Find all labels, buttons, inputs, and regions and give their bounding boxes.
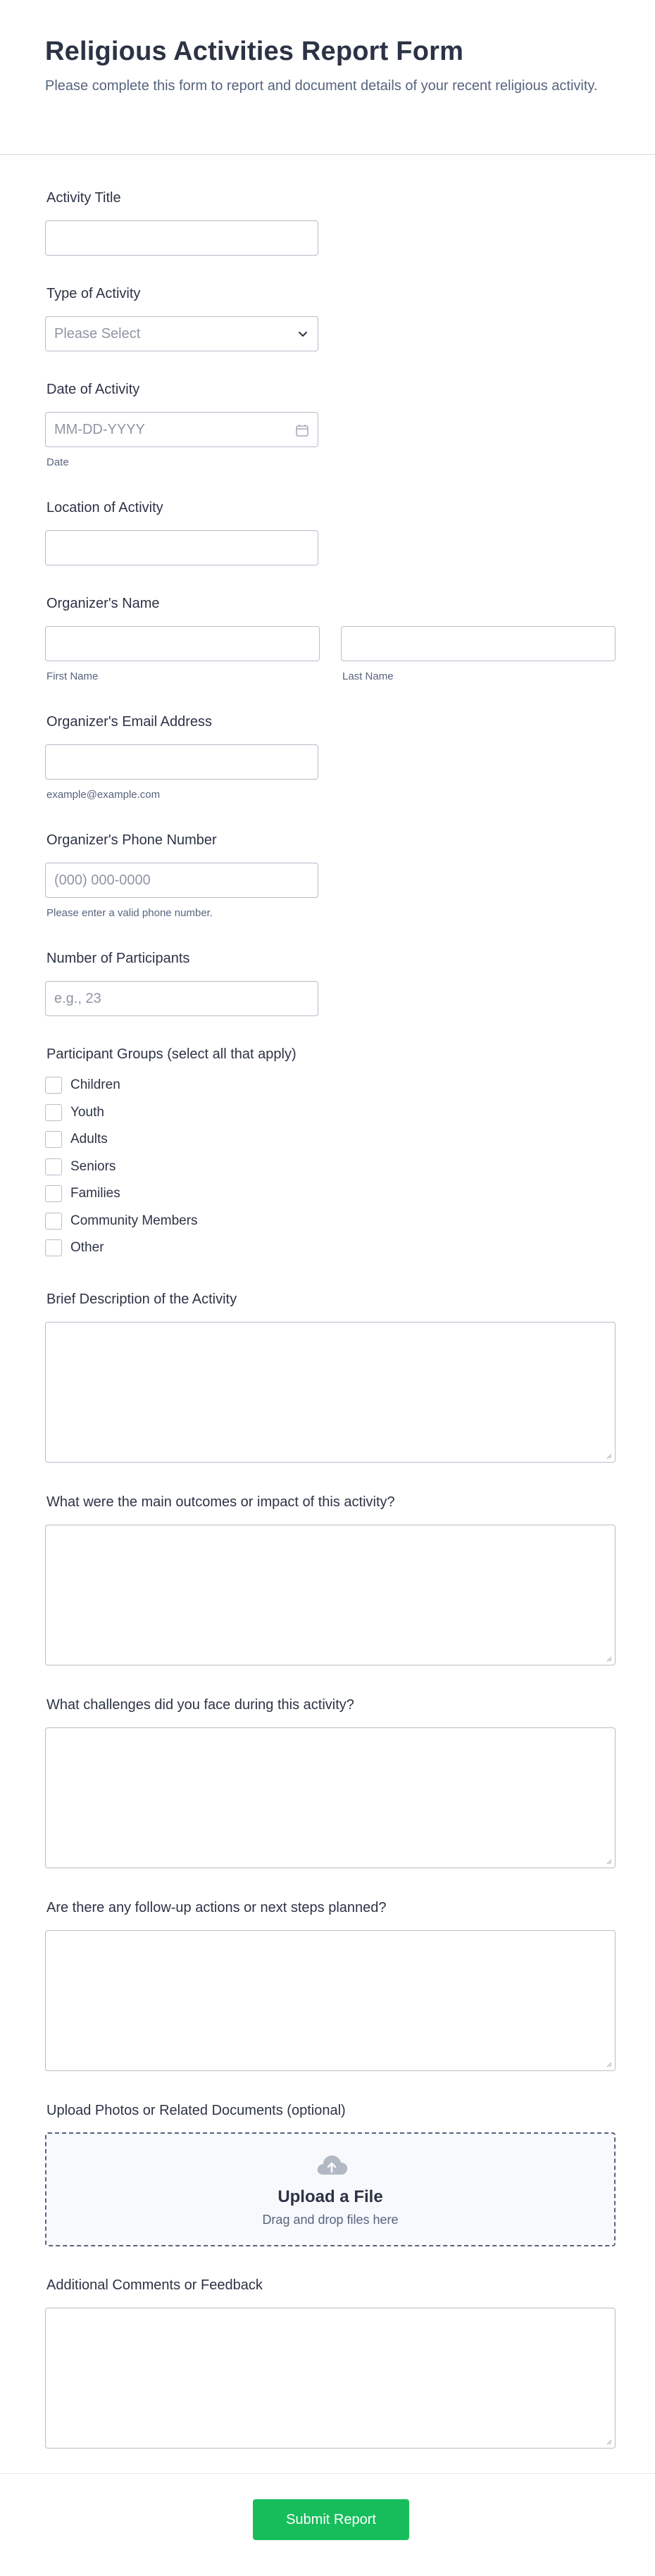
date-sublabel: Date [46, 456, 69, 468]
upload-subtitle: Drag and drop files here [262, 2213, 399, 2227]
comments-textarea[interactable] [45, 2308, 616, 2449]
form-header [0, 0, 655, 155]
email-field[interactable] [45, 744, 318, 780]
outcomes-label: What were the main outcomes or impact of this activity? [46, 1494, 395, 1510]
type-of-activity-select[interactable] [45, 316, 318, 351]
checkbox-label: Children [70, 1077, 120, 1092]
checkbox-box[interactable] [45, 1239, 62, 1256]
date-input[interactable] [45, 412, 318, 447]
checkbox-box[interactable] [45, 1077, 62, 1094]
phone-input[interactable] [45, 863, 318, 898]
form-footer [0, 2473, 655, 2576]
page-title: Religious Activities Report Form [45, 37, 464, 66]
file-upload-dropzone[interactable] [45, 2132, 616, 2246]
first-name-input[interactable] [45, 626, 320, 661]
organizer-name-label: Organizer's Name [46, 596, 160, 611]
checkbox-label: Youth [70, 1105, 104, 1120]
description-textarea[interactable] [45, 1322, 616, 1463]
type-of-activity-placeholder: Please Select [54, 326, 141, 342]
checkbox-box[interactable] [45, 1185, 62, 1202]
resize-handle-icon[interactable] [605, 1452, 612, 1459]
organizer-email-label: Organizer's Email Address [46, 714, 213, 730]
location-label: Location of Activity [46, 500, 163, 515]
participants-label: Number of Participants [46, 951, 190, 966]
upload-label: Upload Photos or Related Documents (optional) [46, 2103, 346, 2118]
resize-handle-icon[interactable] [605, 2061, 612, 2068]
activity-title-input[interactable] [45, 220, 318, 256]
follow-up-textarea[interactable] [45, 1930, 616, 2071]
checkbox-label: Adults [70, 1132, 108, 1146]
participants-placeholder: e.g., 23 [54, 991, 101, 1006]
description-label: Brief Description of the Activity [46, 1292, 237, 1307]
activity-title-label: Activity Title [46, 190, 121, 206]
date-of-activity-label: Date of Activity [46, 382, 140, 397]
checkbox-label: Seniors [70, 1159, 116, 1174]
participants-input[interactable] [45, 981, 318, 1016]
page-subtitle: Please complete this form to report and document details of your recent religious activity. [45, 78, 598, 94]
phone-sublabel: Please enter a valid phone number. [46, 907, 213, 919]
chevron-down-icon [297, 327, 309, 340]
checkbox-box[interactable] [45, 1158, 62, 1175]
email-sublabel: example@example.com [46, 789, 161, 801]
resize-handle-icon[interactable] [605, 1858, 612, 1865]
first-name-sublabel: First Name [46, 670, 99, 682]
location-input[interactable] [45, 530, 318, 565]
challenges-label: What challenges did you face during this activity? [46, 1697, 354, 1713]
submit-button[interactable]: Submit Report [253, 2499, 409, 2540]
resize-handle-icon[interactable] [605, 2438, 612, 2445]
challenges-textarea[interactable] [45, 1727, 616, 1868]
resize-handle-icon[interactable] [605, 1655, 612, 1662]
last-name-sublabel: Last Name [342, 670, 394, 682]
last-name-input[interactable] [341, 626, 616, 661]
comments-label: Additional Comments or Feedback [46, 2277, 263, 2293]
checkbox-label: Families [70, 1186, 120, 1201]
outcomes-textarea[interactable] [45, 1525, 616, 1665]
type-of-activity-label: Type of Activity [46, 286, 141, 301]
cloud-upload-icon [314, 2151, 349, 2179]
follow-up-label: Are there any follow-up actions or next steps planned? [46, 1900, 387, 1915]
calendar-icon[interactable] [295, 423, 309, 437]
checkbox-label: Other [70, 1240, 104, 1255]
date-placeholder: MM-DD-YYYY [54, 422, 145, 437]
checkbox-label: Community Members [70, 1213, 198, 1228]
participant-groups-label: Participant Groups (select all that apply) [46, 1046, 297, 1062]
upload-title: Upload a File [277, 2187, 383, 2206]
organizer-phone-label: Organizer's Phone Number [46, 832, 217, 848]
checkbox-box[interactable] [45, 1213, 62, 1230]
checkbox-box[interactable] [45, 1104, 62, 1121]
phone-placeholder: (000) 000-0000 [54, 873, 151, 888]
checkbox-box[interactable] [45, 1131, 62, 1148]
